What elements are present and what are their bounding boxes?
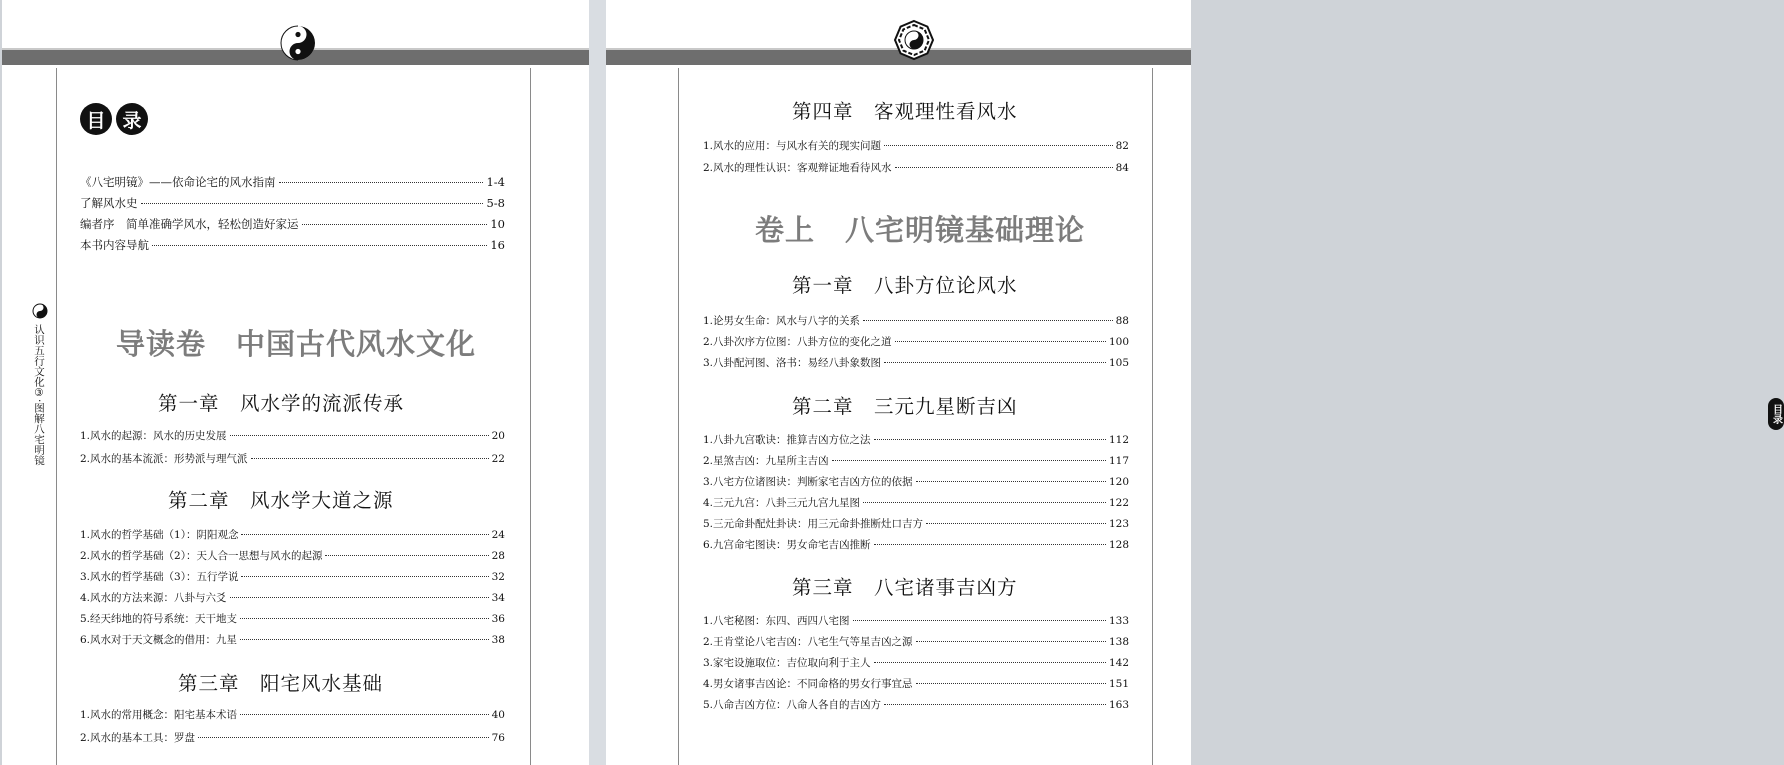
toc-entry-title: 2.风水的哲学基础（2）：天人合一思想与风水的起源	[80, 550, 323, 562]
toc-entry-page: 28	[491, 550, 505, 562]
toc-entry	[703, 613, 1129, 628]
dot-leader	[884, 362, 1106, 363]
chapter-title: 第一章 风水学的流派传承	[158, 392, 405, 415]
toc-entry	[80, 548, 505, 563]
dot-leader	[325, 555, 488, 556]
dot-leader	[832, 460, 1106, 461]
toc-entry	[80, 632, 505, 647]
toc-entry-page: 100	[1108, 336, 1129, 348]
dot-leader	[853, 620, 1106, 621]
left-page	[2, 0, 589, 765]
toc-entry-title: 2.风水的基本工具：罗盘	[80, 732, 196, 744]
toc-entry-page: 151	[1108, 678, 1129, 690]
toc-entry-title: 3.风水的哲学基础（3）：五行学说	[80, 571, 239, 583]
toc-entry-page: 10	[490, 217, 505, 231]
toc-entry	[703, 495, 1129, 510]
toc-entry-title: 6.风水对于天文概念的借用：九星	[80, 634, 238, 646]
toc-entry	[80, 707, 505, 722]
toc-entry-title: 本书内容导航	[80, 238, 149, 252]
toc-entry-page: 138	[1108, 636, 1129, 648]
toc-entry	[703, 537, 1129, 552]
toc-entry	[703, 676, 1129, 691]
toc-entry-page: 82	[1115, 140, 1129, 152]
toc-entry	[703, 160, 1129, 175]
toc-entry-title: 2.八卦次序方位图：八卦方位的变化之道	[703, 336, 892, 348]
toc-entry-page: 88	[1115, 315, 1129, 327]
toc-entry-title: 1.八宅秘图：东四、西四八宅图	[703, 615, 850, 627]
toc-entry	[703, 313, 1129, 328]
margin-line-left	[678, 68, 679, 765]
intro-entry	[80, 174, 505, 190]
book-gutter	[589, 0, 606, 765]
toc-entry-title: 6.九宫命宅图诀：男女命宅吉凶推断	[703, 539, 871, 551]
toc-entry-title: 2.王肯堂论八宅吉凶：八宅生气等星吉凶之源	[703, 636, 913, 648]
toc-entry	[703, 453, 1129, 468]
toc-entry	[703, 138, 1129, 153]
toc-entry	[703, 697, 1129, 712]
dot-leader	[916, 641, 1106, 642]
toc-entry	[703, 516, 1129, 531]
toc-entry-page: 76	[491, 732, 505, 744]
toc-entry-page: 163	[1108, 699, 1129, 711]
dot-leader	[251, 458, 489, 459]
toc-entry-page: 34	[491, 592, 505, 604]
intro-entry	[80, 237, 505, 253]
toc-entry-page: 120	[1108, 476, 1129, 488]
toc-entry	[703, 432, 1129, 447]
toc-entry-page: 1-4	[486, 175, 505, 189]
chapter-title: 第三章 八宅诸事吉凶方	[792, 576, 1018, 599]
dot-leader	[895, 167, 1113, 168]
toc-entry-page: 36	[491, 613, 505, 625]
toc-entry-title: 3.八宅方位诸图诀：判断家宅吉凶方位的依据	[703, 476, 913, 488]
toc-title	[80, 103, 148, 135]
intro-entry	[80, 216, 505, 232]
dot-leader	[279, 182, 484, 183]
toc-entry-page: 22	[491, 453, 505, 465]
toc-entry-title: 4.男女诸事吉凶论：不同命格的男女行事宜忌	[703, 678, 913, 690]
toc-entry-title: 3.八卦配河图、洛书：易经八卦象数图	[703, 357, 882, 369]
dot-leader	[230, 597, 489, 598]
toc-entry	[80, 730, 505, 745]
toc-entry	[703, 355, 1129, 370]
toc-title-char-2: 录	[116, 103, 148, 135]
dot-leader	[884, 704, 1106, 705]
dot-leader	[895, 341, 1106, 342]
toc-entry-page: 112	[1108, 434, 1129, 446]
toc-entry-page: 117	[1108, 455, 1129, 467]
toc-entry	[80, 428, 505, 443]
toc-entry-title: 5.经天纬地的符号系统：天干地支	[80, 613, 238, 625]
toc-entry-page: 5-8	[486, 196, 505, 210]
toc-entry-title: 编者序 简单准确学风水，轻松创造好家运	[80, 217, 299, 231]
toc-entry	[80, 451, 505, 466]
margin-line-right	[1152, 68, 1153, 765]
toc-entry-page: 24	[491, 529, 505, 541]
dot-leader	[863, 320, 1113, 321]
dot-leader	[302, 224, 488, 225]
dot-leader	[874, 662, 1106, 663]
toc-entry-title: 1.风水的起源：风水的历史发展	[80, 430, 227, 442]
toc-entry	[703, 334, 1129, 349]
toc-entry-title: 2.风水的理性认识：客观辩证地看待风水	[703, 162, 892, 174]
toc-entry-page: 123	[1108, 518, 1129, 530]
intro-entry	[80, 195, 505, 211]
chapter-title: 第二章 风水学大道之源	[168, 489, 394, 512]
dot-leader	[916, 481, 1106, 482]
dot-leader	[926, 523, 1106, 524]
toc-entry-title: 2.星煞吉凶：九星所主吉凶	[703, 455, 829, 467]
toc-entry	[80, 527, 505, 542]
toc-entry-title: 2.风水的基本流派：形势派与理气派	[80, 453, 248, 465]
yin-yang-icon	[279, 24, 317, 62]
dot-leader	[241, 534, 488, 535]
toc-entry-title: 1.八卦九宫歌诀：推算吉凶方位之法	[703, 434, 871, 446]
dot-leader	[152, 245, 487, 246]
toc-entry-page: 142	[1108, 657, 1129, 669]
toc-entry-title: 3.家宅设施取位：吉位取向利于主人	[703, 657, 871, 669]
dot-leader	[198, 737, 489, 738]
toc-entry-page: 105	[1108, 357, 1129, 369]
toc-entry	[80, 611, 505, 626]
volume-title-left: 导读卷 中国古代风水文化	[116, 327, 477, 361]
toc-entry-page: 133	[1108, 615, 1129, 627]
toc-entry-title: 5.三元命卦配灶卦诀：用三元命卦推断灶口吉方	[703, 518, 924, 530]
toc-entry-title: 1.风水的哲学基础（1）：阴阳观念	[80, 529, 239, 541]
dot-leader	[874, 439, 1106, 440]
toc-entry	[703, 655, 1129, 670]
toc-entry-title: 5.八命吉凶方位：八命人各自的吉凶方	[703, 699, 882, 711]
dot-leader	[863, 502, 1106, 503]
dot-leader	[240, 639, 489, 640]
dot-leader	[916, 683, 1106, 684]
toc-entry-page: 38	[491, 634, 505, 646]
chapter-title: 第四章 客观理性看风水	[792, 100, 1018, 123]
dot-leader	[241, 576, 488, 577]
toc-entry-page: 40	[491, 709, 505, 721]
toc-entry-title: 1.风水的应用：与风水有关的现实问题	[703, 140, 882, 152]
toc-entry	[80, 590, 505, 605]
side-label-left	[32, 302, 48, 465]
dot-leader	[240, 618, 489, 619]
side-label-text: 认识五行文化③·图解八宅明镜	[33, 324, 45, 466]
toc-entry-page: 84	[1115, 162, 1129, 174]
toc-entry-page: 128	[1108, 539, 1129, 551]
margin-line-left	[56, 68, 57, 765]
toc-entry-title: 1.风水的常用概念：阳宅基本术语	[80, 709, 238, 721]
toc-entry	[703, 634, 1129, 649]
bagua-icon	[894, 20, 934, 60]
toc-entry-page: 122	[1108, 497, 1129, 509]
toc-entry-title: 《八宅明镜》——依命论宅的风水指南	[80, 175, 276, 189]
dot-leader	[874, 544, 1106, 545]
dot-leader	[884, 145, 1113, 146]
chapter-title: 第二章 三元九星断吉凶	[792, 395, 1018, 418]
margin-line-right	[530, 68, 531, 765]
dot-leader	[141, 203, 484, 204]
toc-entry-title: 1.论男女生命：风水与八字的关系	[703, 315, 861, 327]
side-label-right: 目录	[1768, 398, 1784, 430]
dot-leader	[230, 435, 489, 436]
toc-title-char-1: 目	[80, 103, 112, 135]
toc-entry-page: 20	[491, 430, 505, 442]
chapter-title: 第一章 八卦方位论风水	[792, 274, 1018, 297]
volume-title-right: 卷上 八宅明镜基础理论	[755, 213, 1086, 247]
toc-entry	[80, 569, 505, 584]
dot-leader	[240, 714, 489, 715]
toc-entry-title: 4.三元九宫：八卦三元九宫九星图	[703, 497, 861, 509]
toc-entry-page: 32	[491, 571, 505, 583]
yin-yang-small-icon	[32, 302, 48, 320]
toc-entry-title: 4.风水的方法来源：八卦与六爻	[80, 592, 227, 604]
toc-entry-title: 了解风水史	[80, 196, 138, 210]
toc-entry	[703, 474, 1129, 489]
toc-entry-page: 16	[490, 238, 505, 252]
chapter-title: 第三章 阳宅风水基础	[178, 672, 384, 695]
